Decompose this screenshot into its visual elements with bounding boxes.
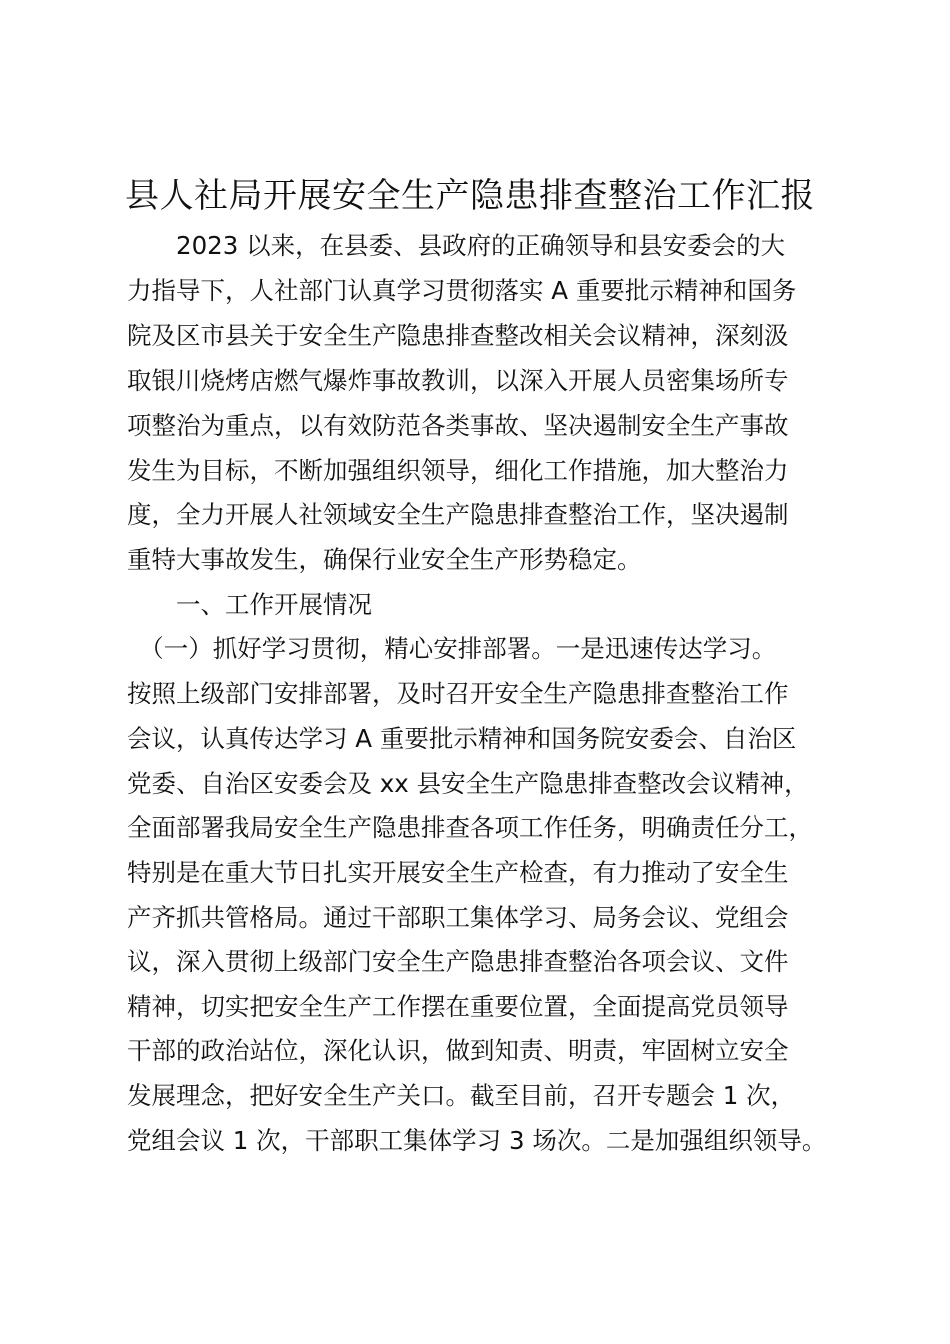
paragraph-line: 取银川烧烤店燃气爆炸事故教训，以深入开展人员密集场所专 [127,366,789,395]
paragraph-line: （一）抓好学习贯彻，精心安排部署。一是迅速传达学习。 [127,634,777,663]
paragraph-line: 特别是在重大节日扎实开展安全生产检查，有力推动了安全生 [127,858,789,887]
paragraph-line: 干部的政治站位，深化认识，做到知责、明责，牢固树立安全 [127,1036,789,1065]
paragraph-line: 2023 以来，在县委、县政府的正确领导和县安委会的大 [127,231,786,260]
paragraph-line: 发展理念，把好安全生产关口。截至目前，召开专题会 1 次， [127,1081,796,1110]
paragraph-line: 力指导下，人社部门认真学习贯彻落实 A 重要批示精神和国务 [127,276,797,305]
paragraph-line: 重特大事故发生，确保行业安全生产形势稳定。 [127,545,642,574]
document-title: 县人社局开展安全生产隐患排查整治工作汇报 [125,176,815,216]
paragraph-line: 党组会议 1 次，干部职工集体学习 3 场次。二是加强组织领导。 [127,1126,827,1155]
paragraph-line: 精神，切实把安全生产工作摆在重要位置，全面提高党员领导 [127,992,789,1021]
paragraph-line: 会议，认真传达学习 A 重要批示精神和国务院安委会、自治区 [127,724,797,753]
paragraph-line: 党委、自治区安委会及 xx 县安全生产隐患排查整改会议精神， [127,769,809,798]
paragraph-line: 院及区市县关于安全生产隐患排查整改相关会议精神，深刻汲 [127,321,789,350]
paragraph-line: 产齐抓共管格局。通过干部职工集体学习、局务会议、党组会 [127,903,789,932]
paragraph-line: 全面部署我局安全生产隐患排查各项工作任务，明确责任分工， [127,813,813,842]
section-heading: 一、工作开展情况 [127,590,372,619]
paragraph-line: 项整治为重点，以有效防范各类事故、坚决遏制安全生产事故 [127,411,789,440]
paragraph-line: 度，全力开展人社领域安全生产隐患排查整治工作，坚决遏制 [127,500,789,529]
paragraph-line: 发生为目标，不断加强组织领导，细化工作措施，加大整治力 [127,456,789,485]
paragraph-line: 议，深入贯彻上级部门安全生产隐患排查整治各项会议、文件 [127,947,789,976]
paragraph-line: 按照上级部门安排部署，及时召开安全生产隐患排查整治工作 [127,679,789,708]
